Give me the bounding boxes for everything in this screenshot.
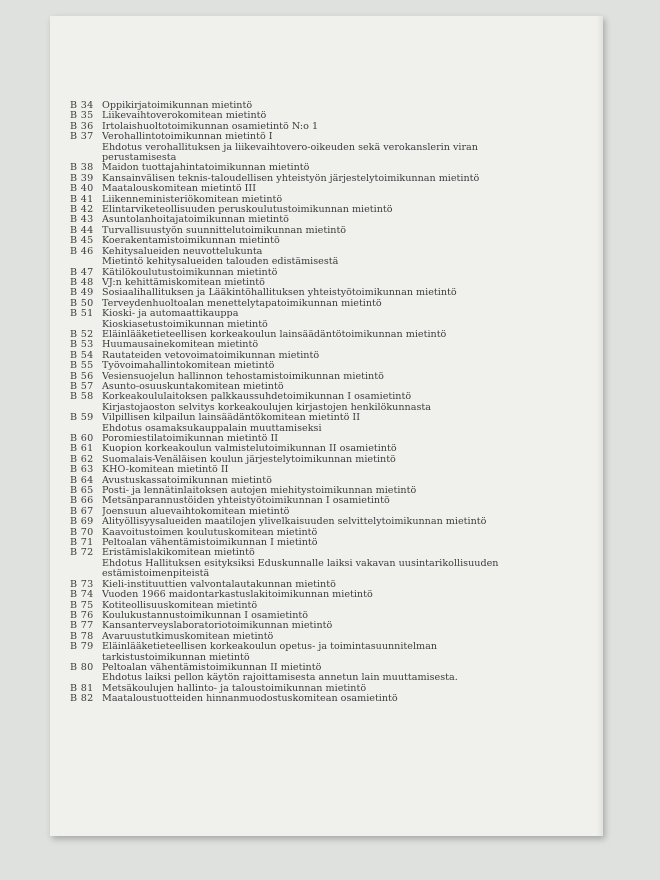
list-item [70, 351, 535, 361]
entry-code: B 72 [70, 547, 94, 559]
entry-code: B 48 [70, 276, 94, 288]
entry-title: Turvallisuustyön suunnittelutoimikunnan mietintö [102, 225, 347, 236]
entry-code: B 67 [70, 505, 94, 517]
list-item [70, 611, 535, 621]
list-item [70, 621, 535, 631]
entry-title: Koerakentamistoimikunnan mietintö [102, 236, 280, 247]
list-item [70, 330, 535, 340]
entry-title: Posti- ja lennätinlaitoksen autojen miehitystoimikunnan mietintö [102, 486, 417, 497]
entry-code: B 71 [70, 537, 94, 549]
list-item [70, 684, 535, 694]
entry-code: B 43 [70, 214, 94, 226]
entry-title: Maatalouskomitean mietintö III [102, 184, 257, 195]
entry-code: B 38 [70, 162, 94, 174]
entry-code: B 40 [70, 183, 94, 195]
list-item [70, 694, 535, 704]
list-item [70, 195, 535, 205]
list-item [70, 122, 535, 132]
entry-code: B 80 [70, 661, 94, 673]
entry-code: B 51 [70, 308, 94, 320]
entry-code: B 41 [70, 193, 94, 205]
entry-code: B 74 [70, 589, 94, 601]
list-item [70, 496, 535, 506]
entry-title: Peltoalan vähentämistoimikunnan I mietintö [102, 538, 318, 549]
entry-code: B 47 [70, 266, 94, 278]
publication-list [70, 101, 535, 705]
list-item [70, 174, 535, 184]
entry-title: Kieli-instituuttien valvontalautakunnan mietintö [102, 579, 336, 590]
entry-title: VJ:n kehittämiskomitean mietintö [102, 277, 265, 288]
entry-title: Poromiestilatoimikunnan mietintö II [102, 434, 279, 444]
entry-subtitle: Kioskiasetustoimikunnan mietintö [102, 318, 268, 330]
entry-subtitle: Mietintö kehitysalueiden talouden edistämisestä [102, 256, 339, 268]
list-item [70, 476, 535, 486]
list-item [70, 226, 535, 236]
entry-code: B 42 [70, 204, 94, 216]
list-item [70, 163, 535, 173]
entry-title: Maidon tuottajahintatoimikunnan mietintö [102, 163, 310, 174]
entry-title: Vesiensuojelun hallinnon tehostamistoimikunnan mietintö [102, 371, 384, 382]
list-item [70, 528, 535, 538]
entry-code: B 62 [70, 453, 94, 465]
entry-title: Koulukustannustoimikunnan I osamietintö [102, 610, 309, 621]
entry-title: Vilpillisen kilpailun lainsäädäntökomitean mietintö II [102, 413, 361, 424]
list-item [70, 205, 535, 215]
entry-code: B 66 [70, 495, 94, 507]
entry-title: Joensuun aluevaihtokomitean mietintö [102, 506, 290, 517]
entry-code: B 45 [70, 235, 94, 247]
list-item [70, 184, 535, 194]
list-item [70, 372, 535, 382]
entry-subtitle: Kirjastojaoston selvitys korkeakoulujen kirjastojen henkilökunnasta [102, 401, 431, 413]
entry-title: Oppikirjatoimikunnan mietintö [102, 101, 253, 111]
entry-title: Eläinlääketieteellisen korkeakoulun opetus- ja toimintasuunnitelman tarkistustoimikunnan mietintö [102, 642, 438, 663]
list-item [70, 101, 535, 111]
list-item [70, 642, 535, 663]
entry-title: Verohallintotoimikunnan mietintö I [102, 132, 273, 143]
entry-title: Asunto-osuuskuntakomitean mietintö [102, 381, 284, 392]
entry-code: B 76 [70, 609, 94, 621]
entry-code: B 64 [70, 474, 94, 486]
list-item [70, 538, 535, 548]
entry-title: Kansanterveyslaboratoriotoimikunnan mietintö [102, 621, 333, 632]
entry-code: B 73 [70, 578, 94, 590]
entry-code: B 54 [70, 349, 94, 361]
entry-title: Avustuskassatoimikunnan mietintö [102, 475, 272, 486]
entry-code: B 44 [70, 224, 94, 236]
entry-code: B 34 [70, 100, 94, 111]
entry-title: Terveydenhuoltoalan menettelytapatoimikunnan mietintö [102, 298, 382, 309]
entry-title: Alityöllisyysalueiden maatilojen ylivelkaisuuden selvittelytoimikunnan mietintö [102, 517, 487, 528]
entry-code: B 63 [70, 464, 94, 476]
entry-code: B 36 [70, 120, 94, 132]
list-item [70, 288, 535, 298]
entry-title: Liikenneministeriökomitean mietintö [102, 194, 283, 205]
cover-edge [597, 16, 603, 836]
entry-code: B 81 [70, 682, 94, 694]
entry-title: Liikevaihtoverokomitean mietintö [102, 111, 267, 122]
entry-title: Maataloustuotteiden hinnanmuodostuskomitean osamietintö [102, 694, 398, 705]
entry-title: Suomalais-Venäläisen koulun järjestelytoimikunnan mietintö [102, 454, 396, 465]
entry-code: B 60 [70, 433, 94, 444]
entry-subtitle: Ehdotus Hallituksen esityksiksi Eduskunnalle laiksi vakavan uusintarikollisuuden estämistoimenpiteistä [102, 557, 499, 580]
list-item [70, 465, 535, 475]
list-item [70, 278, 535, 288]
entry-code: B 52 [70, 328, 94, 340]
entry-subtitle: Ehdotus verohallituksen ja liikevaihtovero-oikeuden sekä verokanslerin viran perustamisesta [102, 141, 478, 164]
entry-code: B 78 [70, 630, 94, 642]
entry-code: B 65 [70, 485, 94, 497]
entry-title: Kioski- ja automaattikauppa [102, 309, 239, 320]
entry-code: B 49 [70, 287, 94, 299]
list-item [70, 486, 535, 496]
entry-code: B 69 [70, 516, 94, 528]
entry-title: Kätilökoulutustoimikunnan mietintö [102, 267, 278, 278]
entry-title: Asuntolanhoitajatoimikunnan mietintö [102, 215, 289, 226]
entry-title: Kansainvälisen teknis-taloudellisen yhteistyön järjestelytoimikunnan mietintö [102, 173, 480, 184]
entry-code: B 39 [70, 172, 94, 184]
entry-code: B 77 [70, 620, 94, 632]
entry-code: B 70 [70, 526, 94, 538]
entry-title: Eläinlääketieteellisen korkeakoulun lainsäädäntötoimikunnan mietintö [102, 329, 447, 340]
entry-code: B 57 [70, 380, 94, 392]
entry-title: Vuoden 1966 maidontarkastuslakitoimikunnan mietintö [102, 590, 373, 601]
entry-subtitle: Ehdotus laiksi pellon käytön rajoittamisesta annetun lain muuttamisesta. [102, 672, 458, 684]
entry-title: Metsäkoulujen hallinto- ja taloustoimikunnan mietintö [102, 683, 367, 694]
list-item [70, 361, 535, 371]
entry-subtitle: Ehdotus osamaksukauppalain muuttamiseksi [102, 422, 322, 434]
entry-code: B 50 [70, 297, 94, 309]
entry-title: Työvoimahallintokomitean mietintö [102, 361, 275, 372]
list-item [70, 309, 535, 319]
entry-title: KHO-komitean mietintö II [102, 465, 229, 476]
list-item [70, 455, 535, 465]
entry-code: B 58 [70, 391, 94, 403]
list-item [70, 268, 535, 278]
entry-title: Kehitysalueiden neuvottelukunta [102, 246, 263, 257]
list-item [70, 601, 535, 611]
entry-code: B 53 [70, 339, 94, 351]
entry-title: Metsänparannustöiden yhteistyötoimikunnan I osamietintö [102, 496, 390, 507]
entry-title: Kotiteollisuuskomitean mietintö [102, 600, 258, 611]
list-item [70, 111, 535, 121]
entry-code: B 56 [70, 370, 94, 382]
entry-code: B 75 [70, 599, 94, 611]
entry-code: B 35 [70, 110, 94, 122]
entry-title: Kaavoitustoimen koulutuskomitean mietintö [102, 527, 318, 538]
entry-title: Sosiaalihallituksen ja Lääkintöhallituksen yhteistyötoimikunnan mietintö [102, 288, 457, 299]
entry-code: B 61 [70, 443, 94, 455]
entry-title: Kuopion korkeakoulun valmistelutoimikunnan II osamietintö [102, 444, 397, 455]
list-item [70, 236, 535, 246]
entry-title: Rautateiden vetovoimatoimikunnan mietintö [102, 350, 320, 361]
entry-code: B 79 [70, 641, 94, 653]
list-item [70, 507, 535, 517]
entry-title: Avaruustutkimuskomitean mietintö [102, 631, 274, 642]
list-item [70, 434, 535, 444]
entry-title: Peltoalan vähentämistoimikunnan II mietintö [102, 662, 322, 673]
entry-title: Eristämislakikomitean mietintö [102, 548, 255, 559]
entry-title: Elintarviketeollisuuden peruskoulutustoimikunnan mietintö [102, 205, 393, 216]
list-item [70, 517, 535, 527]
list-item [70, 444, 535, 454]
entry-code: B 55 [70, 360, 94, 372]
entry-code: B 46 [70, 245, 94, 257]
entry-title: Irtolaishuoltotoimikunnan osamietintö N:o 1 [102, 121, 319, 132]
list-item [70, 215, 535, 225]
list-item [70, 580, 535, 590]
list-item [70, 299, 535, 309]
entry-title: Huumausainekomitean mietintö [102, 340, 259, 351]
list-item [70, 632, 535, 642]
entry-code: B 59 [70, 412, 94, 424]
list-item [70, 340, 535, 350]
entry-code: B 37 [70, 131, 94, 143]
entry-code: B 82 [70, 693, 94, 705]
entry-title: Korkeakoululaitoksen palkkaussuhdetoimikunnan I osamietintö [102, 392, 412, 403]
list-item [70, 590, 535, 600]
list-item [70, 382, 535, 392]
